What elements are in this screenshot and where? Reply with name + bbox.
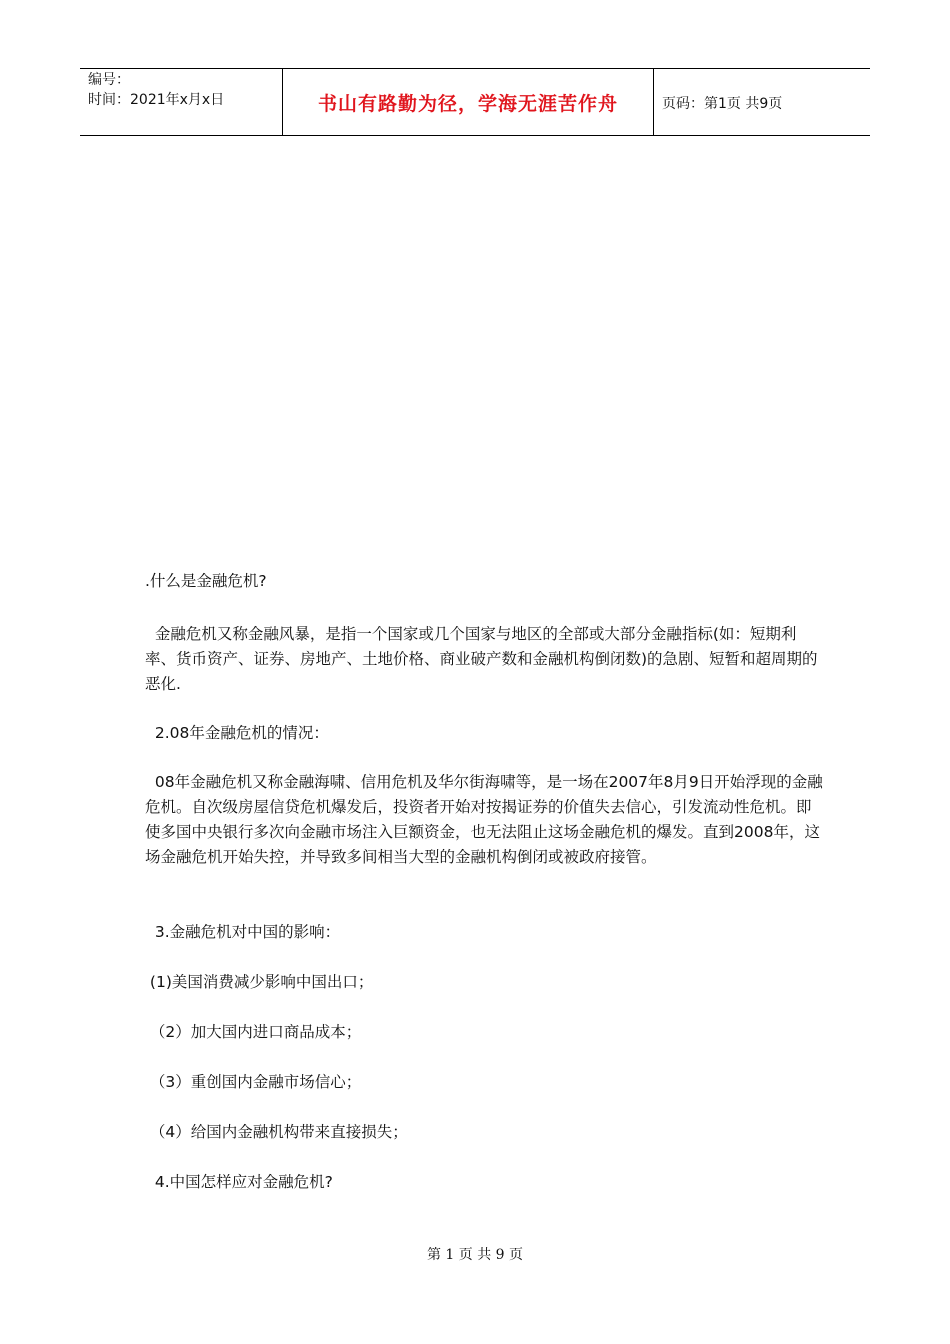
section-heading-impact-on-china: 3.金融危机对中国的影响： [145, 923, 341, 941]
header-page-code: 页码：第1页 共9页 [662, 96, 783, 112]
header-right-cell [654, 69, 870, 135]
impact-item-3: （3）重创国内金融市场信心； [145, 1073, 362, 1091]
impact-item-1: (1)美国消费减少影响中国出口； [145, 973, 374, 991]
section-heading-china-response: 4.中国怎样应对金融危机? [145, 1173, 333, 1191]
document-header [80, 68, 870, 136]
document-number-label: 编号： [88, 72, 130, 88]
crisis-description-paragraph: 08年金融危机又称金融海啸、信用危机及华尔街海啸等，是一场在2007年8月9日开始浮现的金融危机。自次级房屋信贷危机爆发后，投资者开始对按揭证券的价值失去信心，引发流动性危机。即使多国中央银行多次向金融市场注入巨额资金，也无法阻止这场金融危机的爆发。直到2008年，这场金融危机开始失控，并导致多间相当大型的金融机构倒闭或被政府接管。 [145, 773, 823, 866]
header-left-cell [80, 69, 282, 135]
question-what-is-financial-crisis: .什么是金融危机? [145, 572, 267, 590]
document-time-label: 时间：2021年x月x日 [88, 92, 225, 108]
impact-item-2: （2）加大国内进口商品成本； [145, 1023, 362, 1041]
definition-paragraph: 金融危机又称金融风暴，是指一个国家或几个国家与地区的全部或大部分金融指标(如：短期利率、货币资产、证券、房地产、土地价格、商业破产数和金融机构倒闭数)的急剧、短暂和超周期的恶化. [145, 625, 818, 693]
page-footer: 第 1 页 共 9 页 [426, 1247, 524, 1263]
impact-item-4: （4）给国内金融机构带来直接损失； [145, 1123, 408, 1141]
header-motto: 书山有路勤为径，学海无涯苦作舟 [317, 93, 618, 115]
section-heading-2008-crisis: 2.08年金融危机的情况： [145, 724, 329, 742]
header-motto-cell [282, 69, 654, 135]
